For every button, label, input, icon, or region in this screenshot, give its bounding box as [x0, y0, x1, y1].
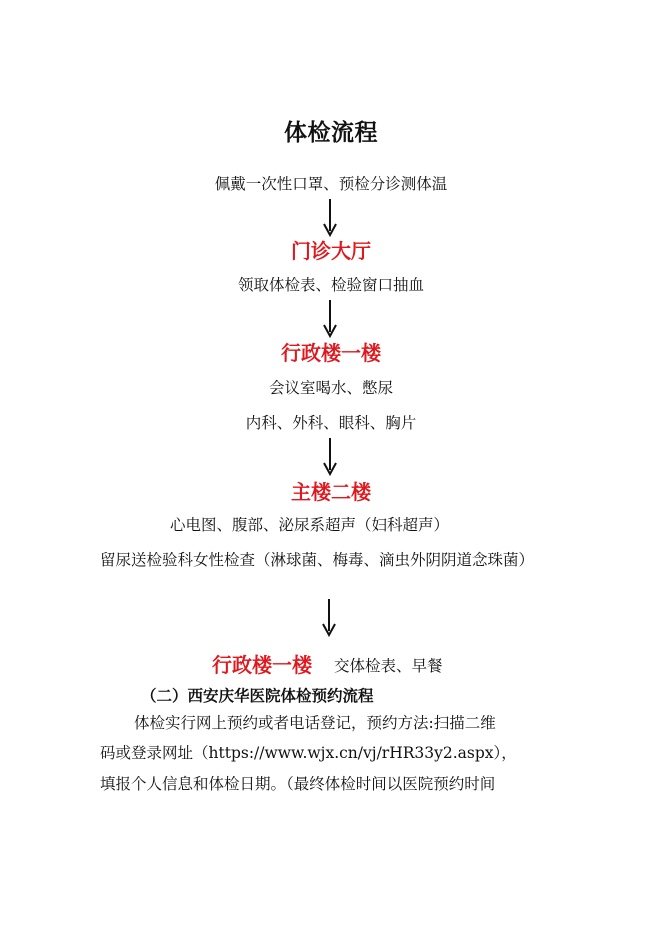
down-arrow-icon: [319, 598, 339, 638]
paragraph-line-1: 体检实行网上预约或者电话登记，预约方法:扫描二维: [134, 714, 496, 732]
down-arrow-icon: [320, 198, 340, 238]
step-pre-check-text: 佩戴一次性口罩、预检分诊测体温: [214, 175, 448, 193]
step-admin-floor1-text-2: 内科、外科、眼科、胸片: [245, 414, 417, 432]
step-outpatient-hall-heading: 门诊大厅: [291, 239, 371, 263]
paragraph-line-2: 码或登录网址（https://www.wjx.cn/vj/rHR33y2.aspx），: [100, 744, 517, 762]
down-arrow-icon: [320, 299, 340, 339]
step-admin-floor1-text-1: 会议室喝水、憋尿: [268, 379, 393, 397]
step-admin-floor1-final-text: 交体检表、早餐: [334, 657, 443, 675]
down-arrow-icon: [320, 437, 340, 477]
step-main-floor2-heading: 主楼二楼: [291, 480, 371, 504]
section-heading: （二）西安庆华医院体检预约流程: [141, 687, 374, 705]
step-main-floor2-text-1: 心电图、腹部、泌尿系超声（妇科超声）: [170, 516, 450, 534]
step-admin-floor1-final-heading: 行政楼一楼: [212, 653, 312, 677]
page-title: 体检流程: [284, 120, 378, 146]
paragraph-line-3: 填报个人信息和体检日期。（最终体检时间以医院预约时间: [100, 775, 496, 793]
step-main-floor2-text-2: 留尿送检验科女性检查（淋球菌、梅毒、滴虫外阴阴道念珠菌）: [100, 551, 535, 569]
step-admin-floor1-heading: 行政楼一楼: [281, 341, 381, 365]
step-outpatient-hall-text: 领取体检表、检验窗口抽血: [237, 276, 424, 294]
